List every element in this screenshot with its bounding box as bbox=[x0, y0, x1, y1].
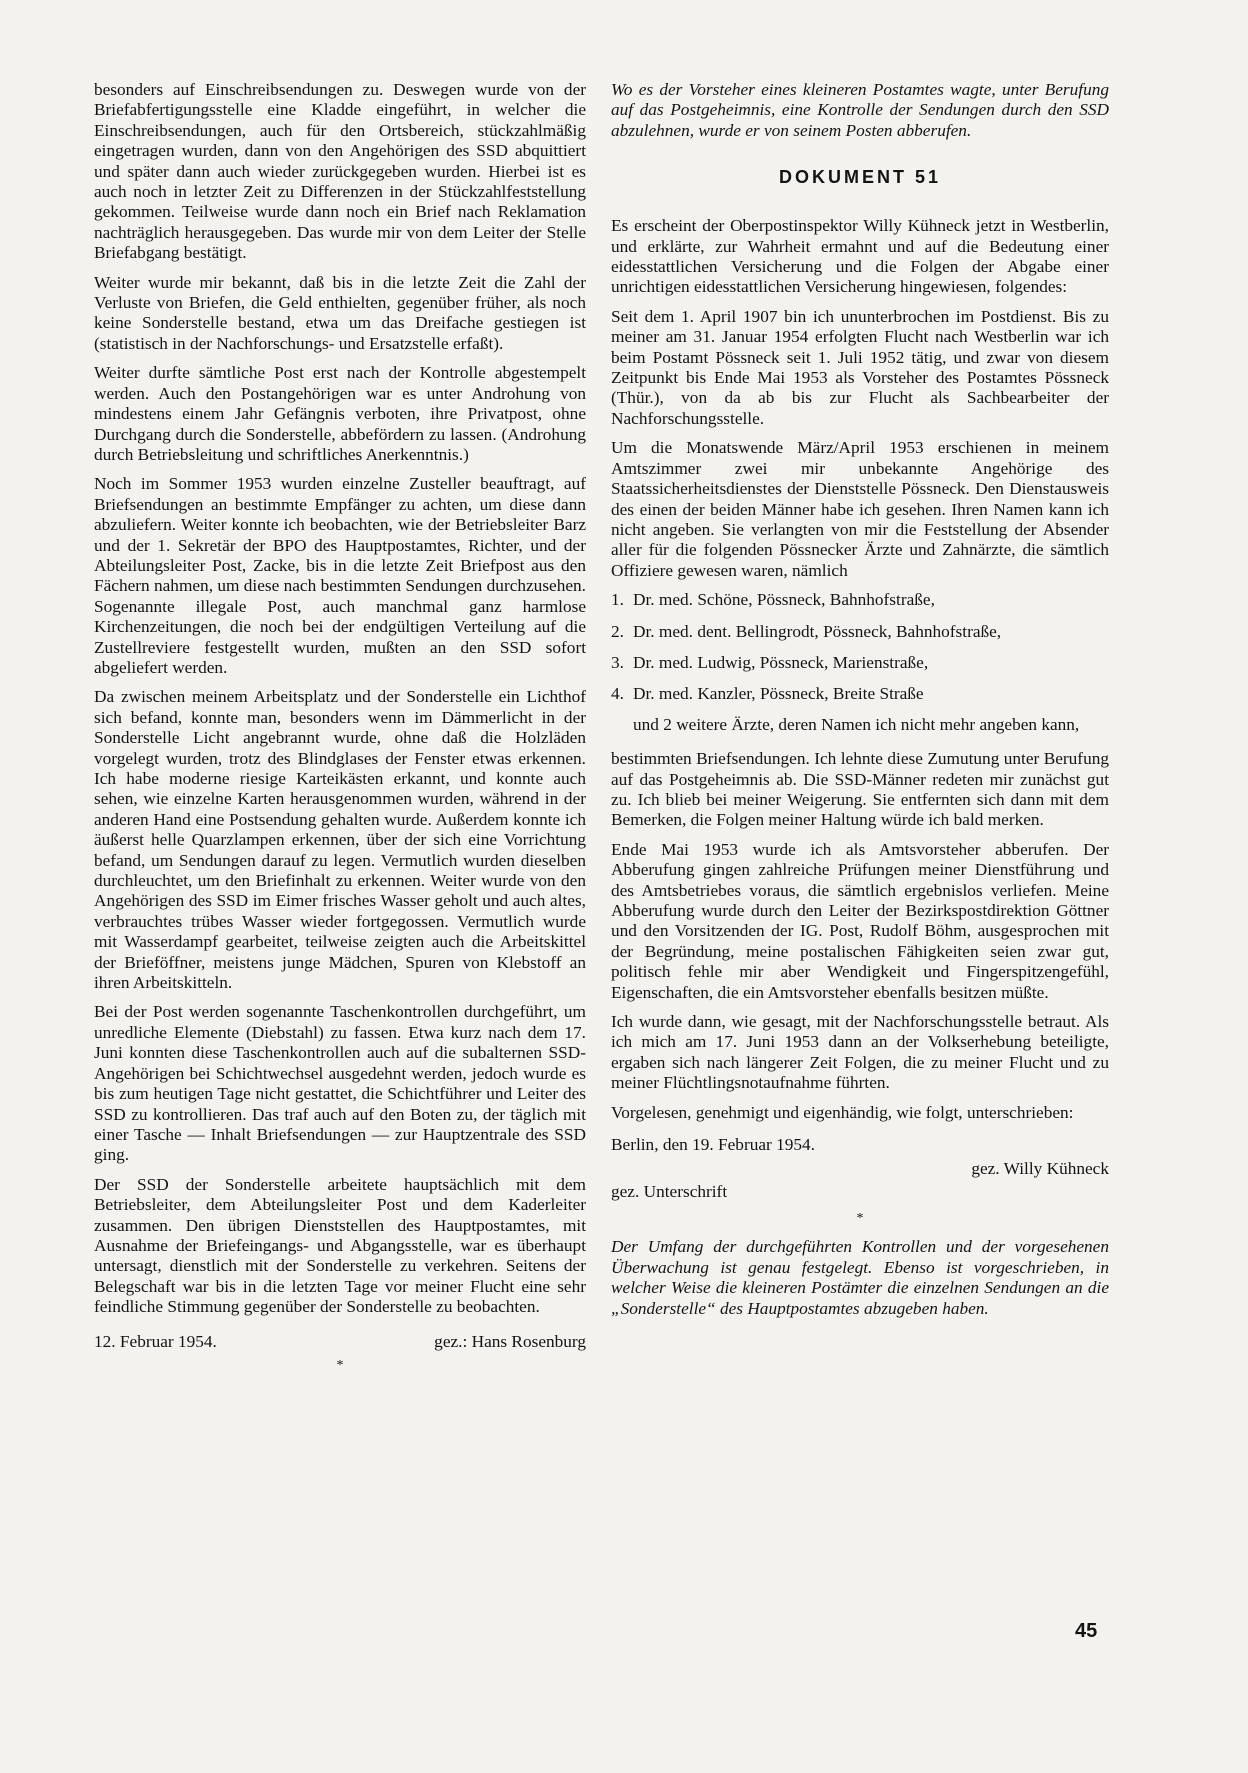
signature: gez.: Hans Rosenburg bbox=[434, 1331, 586, 1351]
signature: gez. Willy Kühneck bbox=[971, 1159, 1109, 1179]
list-number: 2. bbox=[611, 621, 624, 641]
paragraph: Es erscheint der Oberpostinspektor Willy Kühneck jetzt in Westberlin, und erklärte, zur Wahrheit ermahnt und auf die Bedeutung einer eidesstattlichen Versicherung und die Folgen der Abgabe einer unrichtigen eidesstattlichen Versicherung hingewiesen, folgendes: bbox=[611, 216, 1109, 297]
document-title: DOKUMENT 51 bbox=[778, 167, 941, 188]
paragraph: Seit dem 1. April 1907 bin ich ununterbrochen im Postdienst. Bis zu meiner am 31. Januar 1954 erfolgten Flucht nach Westberlin war ich beim Postamt Pössneck seit 1. Juli 1952 tätig, und zwar von diesem Zeitpunkt bis Ende Mai 1953 als Vorsteher des Postamtes Pössneck (Thür.), von da ab bis zur Flucht als Sachbearbeiter der Nachforschungsstelle. bbox=[611, 306, 1109, 428]
paragraph: Ende Mai 1953 wurde ich als Amtsvorsteher abberufen. Der Abberufung gingen zahlreiche Prüfungen meiner Dienstführung und des Amtsbetriebes voraus, die sämtlich ergebnislos verliefen. Meine Abberufung wurde durch den Leiter der Bezirkspostdirektion Göttner und den Vorsitzenden der IG. Post, Rudolf Böhm, ausgesprochen mit der Begründung, meine postalischen Fähigkeiten seien zwar gut, politisch fehle mir aber Wendigkeit und Fingerspitzengefühl, Eigenschaften, die ein Amtsvorsteher ebenfalls besitzen müßte. bbox=[611, 839, 1109, 1002]
list-continuation: und 2 weitere Ärzte, deren Namen ich nicht mehr angeben kann, bbox=[633, 714, 1080, 734]
left-column bbox=[94, 80, 586, 1384]
list-text: Dr. med. dent. Bellingrodt, Pössneck, Bahnhofstraße, bbox=[633, 621, 1002, 641]
paragraph: besonders auf Einschreibsendungen zu. Deswegen wurde von der Briefabfertigungsstelle eine Kladde eingeführt, in welcher die Einschreibsendungen, auch für den Ortsbereich, stückzahlmäßig eingetragen wurden, dann von den Angehörigen des SSD abquittiert und später dann auch wieder zurückgegeben wurden. Hierbei ist es auch noch in letzter Zeit zu Differenzen in der Stückzahlfeststellung gekommen. Teilweise wurde dann noch ein Brief nach Reklamation nachträglich herausgegeben. Das wurde mir von dem Leiter der Stelle Briefabgang bestätigt. bbox=[94, 80, 586, 263]
paragraph: Der SSD der Sonderstelle arbeitete hauptsächlich mit dem Betriebsleiter, dem Abteilungsleiter Post und dem Kaderleiter zusammen. Den übrigen Dienststellen des Hauptpostamtes, mit Ausnahme der Briefeingangs- und Abgangsstelle, war es überhaupt untersagt, dienstlich mit der Sonderstelle zu verkehren. Seitens der Belegschaft war bis in die letzten Tage vor meiner Flucht eine sehr feindliche Stimmung gegenüber der Sonderstelle zu beobachten. bbox=[94, 1174, 586, 1317]
list-item bbox=[611, 590, 1109, 610]
separator-star: * bbox=[856, 1211, 864, 1227]
closing-italic: Der Umfang der durchgeführten Kontrollen und der vorgesehenen Überwachung ist genau festgelegt. Ebenso ist vorgeschrieben, in welcher Weise die kleineren Postämter die einzelnen Sendungen an die „Sonderstelle“ des Hauptpostamtes abzugeben haben. bbox=[611, 1237, 1109, 1318]
paragraph: Bei der Post werden sogenannte Taschenkontrollen durchgeführt, um unredliche Elemente (Diebstahl) zu fassen. Etwa kurz nach dem 17. Juni konnten diese Taschenkontrollen auch auf die subalternen SSD-Angehörigen bei Schichtwechsel ausgedehnt werden, jedoch wurde es bis zum heutigen Tage nicht gestattet, die Schichtführer und Leiter des SSD zu kontrollieren. Das traf auch auf den Boten zu, der täglich mit einer Tasche — Inhalt Briefsendungen — zur Hauptzentrale des SSD ging. bbox=[94, 1002, 586, 1165]
list-item bbox=[611, 653, 1109, 673]
paragraph: Noch im Sommer 1953 wurden einzelne Zusteller beauftragt, auf Briefsendungen an bestimmte Empfänger zu achten, um diese dann abzuliefern. Weiter konnte ich beobachten, wie der Betriebsleiter Barz und der 1. Sekretär der BPO des Hauptpostamtes, Richter, und der Abteilungsleiter Post, Zacke, bis in die letzte Zeit Briefpost aus den Fächern nahmen, um diese nach bestimmten Sendungen durchzusehen. Sogenannte illegale Post, auch manchmal ganz harmlose Kirchenzeitungen, die noch bei der endgültigen Verteilung auf die Zustellreviere festgestellt wurden, mußten an den SSD sofort abgeliefert werden. bbox=[94, 474, 586, 677]
doctor-list bbox=[611, 590, 1109, 705]
paragraph: Um die Monatswende März/April 1953 erschienen in meinem Amtszimmer zwei mir unbekannte Angehörige des Staatssicherheitsdienstes der Dienststelle Pössneck. Den Dienstausweis des einen der beiden Männer habe ich gesehen. Ihren Namen kann ich nicht angeben. Sie verlangten von mir die Feststellung der Absender aller für die folgenden Pössnecker Ärzte und Zahnärzte, die sämtlich Offiziere gewesen waren, nämlich bbox=[611, 438, 1109, 580]
list-item bbox=[611, 622, 1109, 642]
list-number: 3. bbox=[611, 652, 624, 672]
list-text: Dr. med. Kanzler, Pössneck, Breite Straße bbox=[633, 684, 924, 704]
place-date: Berlin, den 19. Februar 1954. bbox=[611, 1135, 815, 1155]
paragraph: Da zwischen meinem Arbeitsplatz und der Sonderstelle ein Lichthof sich befand, konnte man, besonders wenn im Dämmerlicht in der Sonderstelle Licht angebrannt wurde, ohne daß die Holzläden vorgelegt wurden, trotz des Blindglases der Fenster etwas erkennen. Ich habe moderne riesige Karteikästen erkannt, und konnte auch sehen, wie einzelne Karten herausgenommen wurden, während in der anderen Hand eine Postsendung gehalten wurde. Außerdem konnte ich äußerst helle Quarzlampen erkennen, über der sich eine Vorrichtung befand, um Sendungen darauf zu legen. Vermutlich wurden dieselben durchleuchtet, um den Briefinhalt zu erkennen. Weiter wurde von den Angehörigen des SSD im Eimer frisches Wasser geholt und auch altes, verbrauchtes trübes Wasser wieder fortgegossen. Vermutlich wurde mit Wasserdampf gearbeitet, teilweise zeigten auch die Arbeitskittel der Brieföffner, meistens junge Mädchen, Spuren von Klebstoff an ihren Arbeitskitteln. bbox=[94, 687, 586, 993]
date-line: 12. Februar 1954. bbox=[94, 1331, 217, 1351]
list-number: 4. bbox=[611, 684, 624, 704]
page-number: 45 bbox=[1075, 1620, 1098, 1642]
paragraph: bestimmten Briefsendungen. Ich lehnte diese Zumutung unter Berufung auf das Postgeheimnis ab. Die SSD-Männer redeten mir zunächst gut zu. Ich blieb bei meiner Weigerung. Sie entfernten sich dann mit dem Bemerken, die Folgen meiner Haltung würde ich bald merken. bbox=[611, 749, 1109, 830]
separator-star: * bbox=[336, 1357, 344, 1373]
right-column bbox=[611, 80, 1109, 1328]
paragraph: Weiter wurde mir bekannt, daß bis in die letzte Zeit die Zahl der Verluste von Briefen, die Geld enthielten, gegenüber früher, als noch keine Sonderstelle bestand, etwa um das Dreifache gestiegen ist (statistisch in der Nachforschungs- und Ersatzstelle erfaßt). bbox=[94, 272, 586, 353]
list-text: Dr. med. Ludwig, Pössneck, Marienstraße, bbox=[633, 652, 929, 672]
list-text: Dr. med. Schöne, Pössneck, Bahnhofstraße, bbox=[633, 590, 935, 610]
paragraph: Weiter durfte sämtliche Post erst nach der Kontrolle abgestempelt werden. Auch den Postangehörigen war es unter Androhung von mindestens einem Jahr Gefängnis verboten, ihre Privatpost, ohne Durchgang durch die Sonderstelle, abbefördern zu lassen. (Androhung durch Betriebsleitung und schriftliches Anerkenntnis.) bbox=[94, 363, 586, 464]
paragraph: Vorgelesen, genehmigt und eigenhändig, wie folgt, unterschrieben: bbox=[611, 1102, 1074, 1122]
signature-row bbox=[94, 1332, 586, 1352]
signature-2: gez. Unterschrift bbox=[611, 1181, 728, 1201]
list-number: 1. bbox=[611, 590, 624, 610]
paragraph: Ich wurde dann, wie gesagt, mit der Nachforschungsstelle betraut. Als ich mich am 17. Juni 1953 dann an der Volkserhebung beteiligte, ergaben sich nach längerer Zeit Folgen, die zu meiner Flucht und zu meiner Flüchtlingsnotaufnahme führten. bbox=[611, 1012, 1109, 1093]
list-item bbox=[611, 684, 1109, 704]
intro-italic: Wo es der Vorsteher eines kleineren Postamtes wagte, unter Berufung auf das Postgeheimnis, eine Kontrolle der Sendungen durch den SSD abzulehnen, wurde er von seinem Posten abberufen. bbox=[611, 80, 1109, 140]
